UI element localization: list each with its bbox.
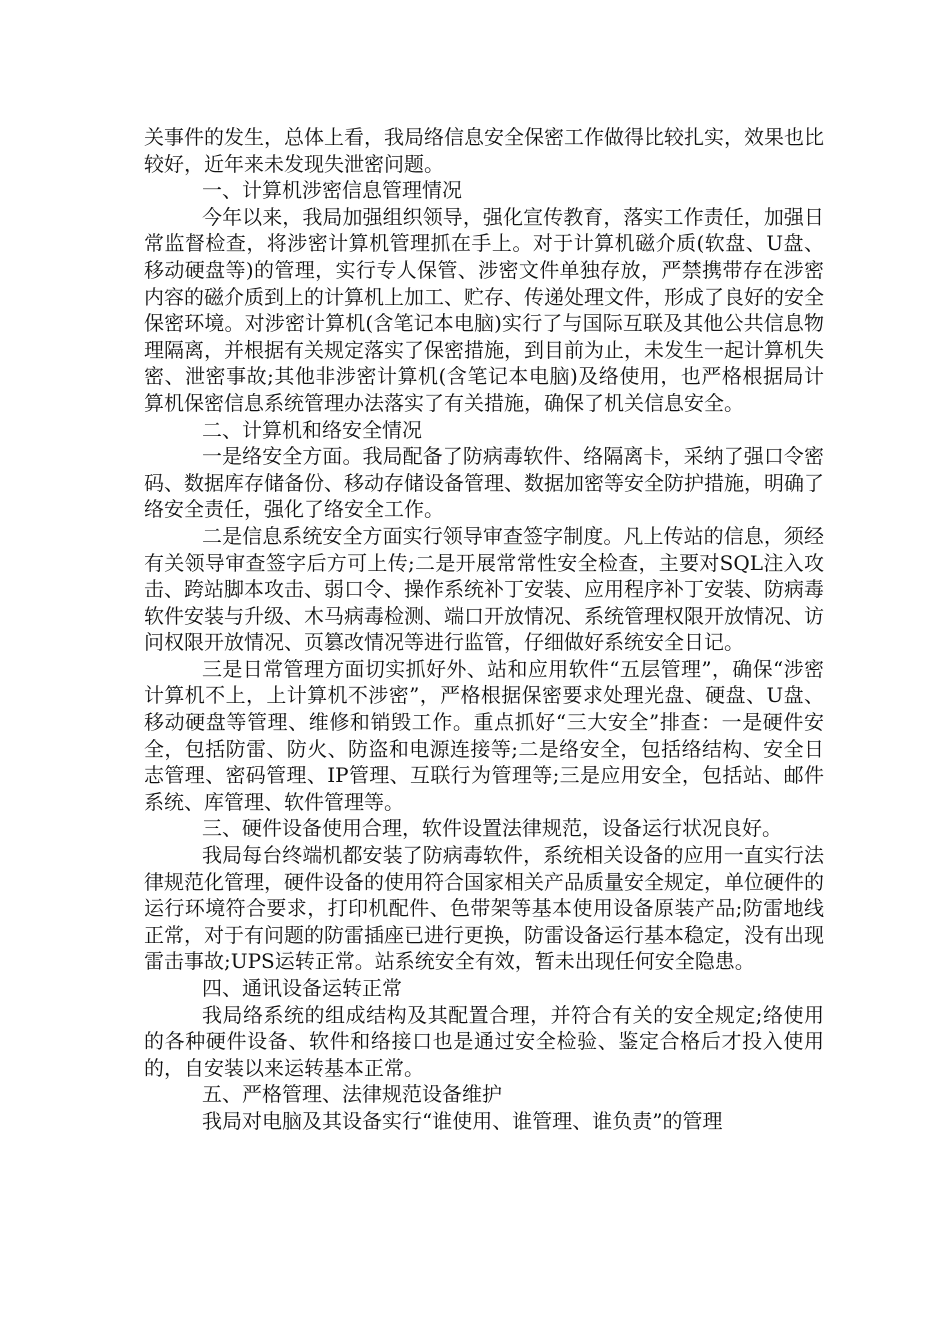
section-heading-5: 五、严格管理、法律规范设备维护 [202, 1082, 502, 1107]
paragraph-daily-management: 三是日常管理方面切实抓好外、站和应用软件“五层管理”，确保“涉密计算机不上，上计算机不涉密”，严格根据保密要求处理光盘、硬盘、U盘、移动硬盘等管理、维修和销毁工作。重点抓好“三大安全”排查：一是硬件安全，包括防雷、防火、防盗和电源连接等;二是络安全，包括络结构、安全日志管理、密码管理、IP管理、互联行为管理等;三是应用安全，包括站、邮件系统、库管理、软件管理等。 [144, 656, 824, 814]
paragraph-continuation: 关事件的发生，总体上看，我局络信息安全保密工作做得比较扎实，效果也比较好，近年来未发现失泄密问题。 [144, 125, 824, 176]
paragraph-computer-secret-management: 今年以来，我局加强组织领导，强化宣传教育，落实工作责任，加强日常监督检查，将涉密计算机管理抓在手上。对于计算机磁介质(软盘、U盘、移动硬盘等)的管理，实行专人保管、涉密文件单独存放，严禁携带存在涉密内容的磁介质到上的计算机上加工、贮存、传递处理文件，形成了良好的安全保密环境。对涉密计算机(含笔记本电脑)实行了与国际互联及其他公共信息物理隔离，并根据有关规定落实了保密措施，到目前为止，未发生一起计算机失密、泄密事故;其他非涉密计算机(含笔记本电脑)及络使用，也严格根据局计算机保密信息系统管理办法落实了有关措施，确保了机关信息安全。 [144, 204, 824, 415]
section-heading-2: 二、计算机和络安全情况 [202, 417, 422, 442]
section-heading-4: 四、通讯设备运转正常 [202, 976, 402, 1000]
section-heading-1: 一、计算机涉密信息管理情况 [202, 178, 462, 203]
paragraph-information-system-security: 二是信息系统安全方面实行领导审查签字制度。凡上传站的信息，须经有关领导审查签字后方可上传;二是开展常常性安全检查，主要对SQL注入攻击、跨站脚本攻击、弱口令、操作系统补丁安装、应用程序补丁安装、防病毒软件安装与升级、木马病毒检测、端口开放情况、系统管理权限开放情况、访问权限开放情况、页篡改情况等进行监管，仔细做好系统安全日记。 [144, 523, 824, 655]
paragraph-communication-devices: 我局络系统的组成结构及其配置合理，并符合有关的安全规定;络使用的各种硬件设备、软件和络接口也是通过安全检验、鉴定合格后才投入使用的，自安装以来运转基本正常。 [144, 1002, 824, 1080]
section-heading-3: 三、硬件设备使用合理，软件设置法律规范，设备运行状况良好。 [202, 816, 782, 841]
document-body [144, 124, 824, 1135]
paragraph-device-maintenance: 我局对电脑及其设备实行“谁使用、谁管理、谁负责”的管理 [202, 1108, 723, 1133]
paragraph-hardware-devices: 我局每台终端机都安装了防病毒软件，系统相关设备的应用一直实行法律规范化管理，硬件设备的使用符合国家相关产品质量安全规定，单位硬件的运行环境符合要求，打印机配件、色带架等基本使用设备原装产品;防雷地线正常，对于有问题的防雷插座已进行更换，防雷设备运行基本稳定，没有出现雷击事故;UPS运转正常。站系统安全有效，暂未出现任何安全隐患。 [144, 843, 824, 974]
paragraph-network-security: 一是络安全方面。我局配备了防病毒软件、络隔离卡，采纳了强口令密码、数据库存储备份、移动存储设备管理、数据加密等安全防护措施，明确了络安全责任，强化了络安全工作。 [144, 444, 824, 522]
